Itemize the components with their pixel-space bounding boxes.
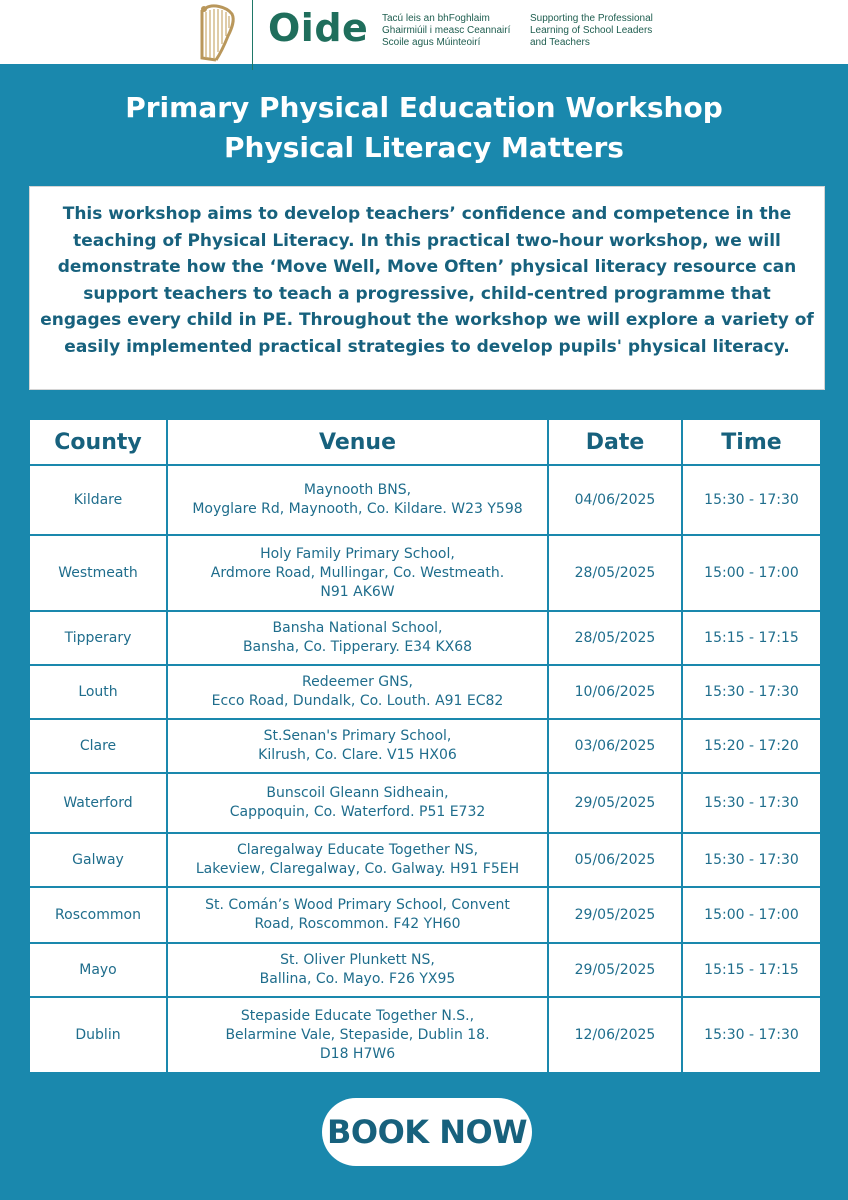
cell-time: 15:30 - 17:30 (682, 665, 821, 719)
cell-date: 28/05/2025 (548, 535, 682, 611)
cell-county: Mayo (29, 943, 167, 997)
venue-line: Claregalway Educate Together NS, (236, 842, 479, 858)
cell-venue (167, 665, 548, 719)
cell-date: 29/05/2025 (548, 773, 682, 833)
cell-county: Dublin (29, 997, 167, 1073)
header-venue: Venue (167, 419, 548, 465)
cell-date: 12/06/2025 (548, 997, 682, 1073)
tagline-english-line: Supporting the Professional (530, 13, 653, 24)
cell-time: 15:20 - 17:20 (682, 719, 821, 773)
cell-county: Kildare (29, 465, 167, 535)
venue-line: St. Oliver Plunkett NS, (280, 952, 435, 968)
venue-line: Belarmine Vale, Stepaside, Dublin 18. (225, 1026, 490, 1043)
venue-line: Holy Family Primary School, (260, 545, 455, 562)
table-row (29, 465, 821, 535)
harp-logo-icon (194, 2, 238, 62)
venue-line: N91 AK6W (320, 583, 395, 600)
venue-line: Maynooth BNS, (303, 482, 412, 498)
tagline-irish-line: Scoile agus Múinteoirí (382, 37, 481, 48)
cell-venue (167, 611, 548, 665)
workshop-description: This workshop aims to develop teachers’ confidence and competence in the teaching of Physical Literacy. In this practical two-hour workshop, we will demonstrate how the ‘Move Well, Move Often’ physical literacy resource can support teachers to teach a progressive, child-centred programme that engages every child in PE. Throughout the workshop we will explore a variety of easily implemented practical strategies to develop pupils' physical literacy. (29, 186, 825, 390)
venue-line: Moyglare Rd, Maynooth, Co. Kildare. W23 Y598 (192, 501, 523, 517)
book-now-button[interactable]: BOOK NOW (322, 1098, 532, 1166)
venue-line: Stepaside Educate Together N.S., (240, 1007, 475, 1024)
cell-county: Tipperary (29, 611, 167, 665)
venue-line: Bansha National School, (272, 620, 443, 636)
table-row (29, 611, 821, 665)
header-time: Time (682, 419, 821, 465)
cell-time: 15:00 - 17:00 (682, 887, 821, 943)
workshop-schedule-table (28, 418, 822, 1074)
cell-date: 04/06/2025 (548, 465, 682, 535)
title-line-2: Physical Literacy Matters (224, 131, 624, 164)
cell-venue (167, 833, 548, 887)
cell-county: Westmeath (29, 535, 167, 611)
venue-line: Bansha, Co. Tipperary. E34 KX68 (242, 639, 473, 655)
cell-time: 15:00 - 17:00 (682, 535, 821, 611)
cell-date: 10/06/2025 (548, 665, 682, 719)
cell-venue (167, 943, 548, 997)
header-divider (252, 0, 253, 70)
table-row (29, 997, 821, 1073)
cell-time: 15:30 - 17:30 (682, 773, 821, 833)
cell-date: 05/06/2025 (548, 833, 682, 887)
brand-name: Oide (268, 6, 369, 50)
cell-time: 15:15 - 17:15 (682, 611, 821, 665)
venue-line: Ballina, Co. Mayo. F26 YX95 (259, 971, 456, 987)
cell-county: Galway (29, 833, 167, 887)
table-row (29, 943, 821, 997)
cell-venue (167, 535, 548, 611)
tagline-irish-line: Tacú leis an bhFoghlaim (382, 13, 490, 24)
table-row (29, 773, 821, 833)
cell-county: Clare (29, 719, 167, 773)
venue-line: D18 H7W6 (319, 1045, 396, 1062)
cell-county: Louth (29, 665, 167, 719)
header (0, 0, 848, 64)
cell-date: 29/05/2025 (548, 887, 682, 943)
table-row (29, 887, 821, 943)
cell-time: 15:30 - 17:30 (682, 833, 821, 887)
cell-time: 15:30 - 17:30 (682, 997, 821, 1073)
venue-line: Ecco Road, Dundalk, Co. Louth. A91 EC82 (211, 693, 504, 709)
tagline-irish (382, 13, 510, 49)
venue-line: Redeemer GNS, (302, 674, 413, 690)
cell-date: 03/06/2025 (548, 719, 682, 773)
table-row (29, 719, 821, 773)
venue-line: Road, Roscommon. F42 YH60 (254, 916, 461, 932)
table-row (29, 833, 821, 887)
venue-line: Kilrush, Co. Clare. V15 HX06 (258, 747, 457, 763)
header-county: County (29, 419, 167, 465)
tagline-english (530, 13, 653, 49)
cell-county: Waterford (29, 773, 167, 833)
cell-date: 29/05/2025 (548, 943, 682, 997)
cell-venue (167, 773, 548, 833)
table-body (29, 465, 821, 1073)
page-title (0, 88, 848, 168)
cell-venue (167, 465, 548, 535)
cell-venue (167, 887, 548, 943)
cell-venue (167, 719, 548, 773)
header-date: Date (548, 419, 682, 465)
title-line-1: Primary Physical Education Workshop (125, 91, 723, 124)
venue-line: Ardmore Road, Mullingar, Co. Westmeath. (210, 564, 505, 581)
tagline-english-line: Learning of School Leaders (530, 25, 653, 36)
tagline-irish-line: Ghairmiúil i measc Ceannairí (382, 25, 511, 36)
venue-line: St. Comán’s Wood Primary School, Convent (205, 897, 510, 913)
venue-line: St.Senan's Primary School, (263, 728, 452, 744)
cell-county: Roscommon (29, 887, 167, 943)
cell-date: 28/05/2025 (548, 611, 682, 665)
table-row (29, 665, 821, 719)
table-header-row (29, 419, 821, 465)
cell-time: 15:15 - 17:15 (682, 943, 821, 997)
table-row (29, 535, 821, 611)
cell-venue (167, 997, 548, 1073)
venue-line: Cappoquin, Co. Waterford. P51 E732 (229, 804, 486, 820)
tagline-english-line: and Teachers (530, 37, 590, 48)
venue-line: Lakeview, Claregalway, Co. Galway. H91 F5EH (195, 861, 520, 877)
venue-line: Bunscoil Gleann Sidheain, (266, 785, 449, 801)
cell-time: 15:30 - 17:30 (682, 465, 821, 535)
